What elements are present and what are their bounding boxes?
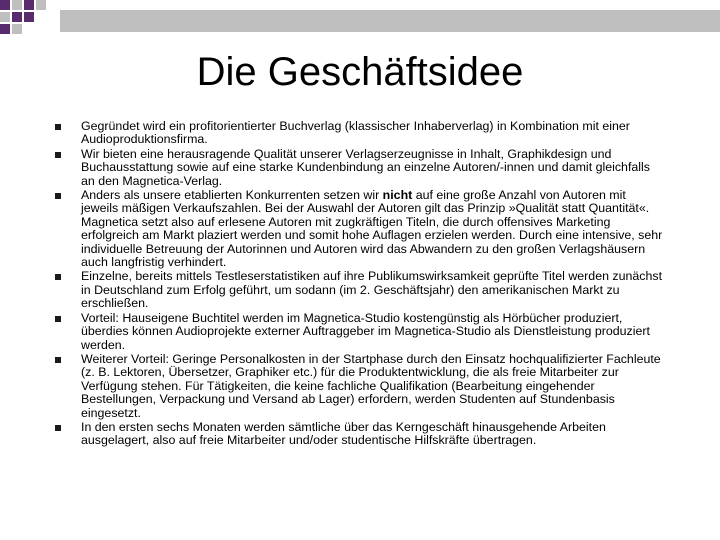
top-bar [0,0,720,40]
bullet-text: In den ersten sechs Monaten werden sämtliche über das Kerngeschäft hinausgehende Arbeiten ausgelagert, also auf freie Mitarbeiter und/oder studentische Hilfskräfte übertragen. [81,419,606,448]
bullet-icon [55,357,61,363]
bullet-icon [55,124,61,130]
bullet-text: Weiterer Vorteil: Geringe Personalkosten in der Startphase durch den Einsatz hochqualifizierter Fachleute (z. B. Lektoren, Übersetzer, Graphiker etc.) für die Produktentwicklung, die als freie Mitarbeiter zur Verfügung stehen. Für Tätigkeiten, die keine fachliche Qualifikation (Bearbeitung eingehender Bestellungen, Verpackung und Versand ab Lager) erfordern, werden Studenten auf Stundenbasis eingesetzt. [81,351,661,420]
bullet-text-before: Anders als unsere etablierten Konkurrenten setzen wir [81,188,383,203]
bullet-icon [55,425,61,431]
bullet-icon [55,274,61,280]
list-item [55,189,665,269]
bullet-text: Wir bieten eine herausragende Qualität unserer Verlagserzeugnisse in Inhalt, Graphikdesign und Buchausstattung sowie auf eine starke Kundenbindung an einzelne Autoren/-innen und damit gleichfalls an den Magnetica-Verlag. [81,146,650,188]
list-item [55,120,665,147]
list-item [55,312,665,352]
bullet-text: Einzelne, bereits mittels Testleserstatistiken auf ihre Publikumswirksamkeit geprüfte Titel werden zunächst in Deutschland zum Erfolg geführt, um sodann (im 2. Geschäftsjahr) den amerikanischen Markt zu erschließen. [81,269,663,311]
bullet-icon [55,193,61,199]
bullet-text: Vorteil: Hauseigene Buchtitel werden im Magnetica-Studio kostengünstig als Hörbücher produziert, überdies können Audioprojekte externer Auftraggeber im Magnetica-Studio als Dienstleistung produziert werden. [81,310,650,352]
slide-title: Die Geschäftsidee [196,50,524,94]
bullet-icon [55,152,61,158]
bullet-icon [55,316,61,322]
list-item [55,148,665,188]
list-item [55,270,665,310]
bullet-text: Gegründet wird ein profitorientierter Buchverlag (klassischer Inhaberverlag) in Kombination mit einer Audioproduktionsfirma. [81,119,630,147]
list-item [55,421,665,448]
bullet-text-bold: nicht [382,188,413,203]
bullet-list [55,120,665,448]
bullet-text-after: auf eine große Anzahl von Autoren mit jeweils mäßigen Verkaufszahlen. Bei der Auswahl der Autoren gilt das Prinzip »Qualität statt Quantität«. Magnetica setzt also auf erlesene Autoren mit zugkräftigen Titeln, die durch offensives Marketing erfolgreich am Markt plaziert werden und somit hohe Auflagen erzielen werden. Durch eine intensive, sehr individuelle Betreuung der Autorinnen und Autoren wird das Abwandern zu den großen Verlagshäusern auch langfristig verhindert. [81,188,663,270]
list-item [55,353,665,420]
